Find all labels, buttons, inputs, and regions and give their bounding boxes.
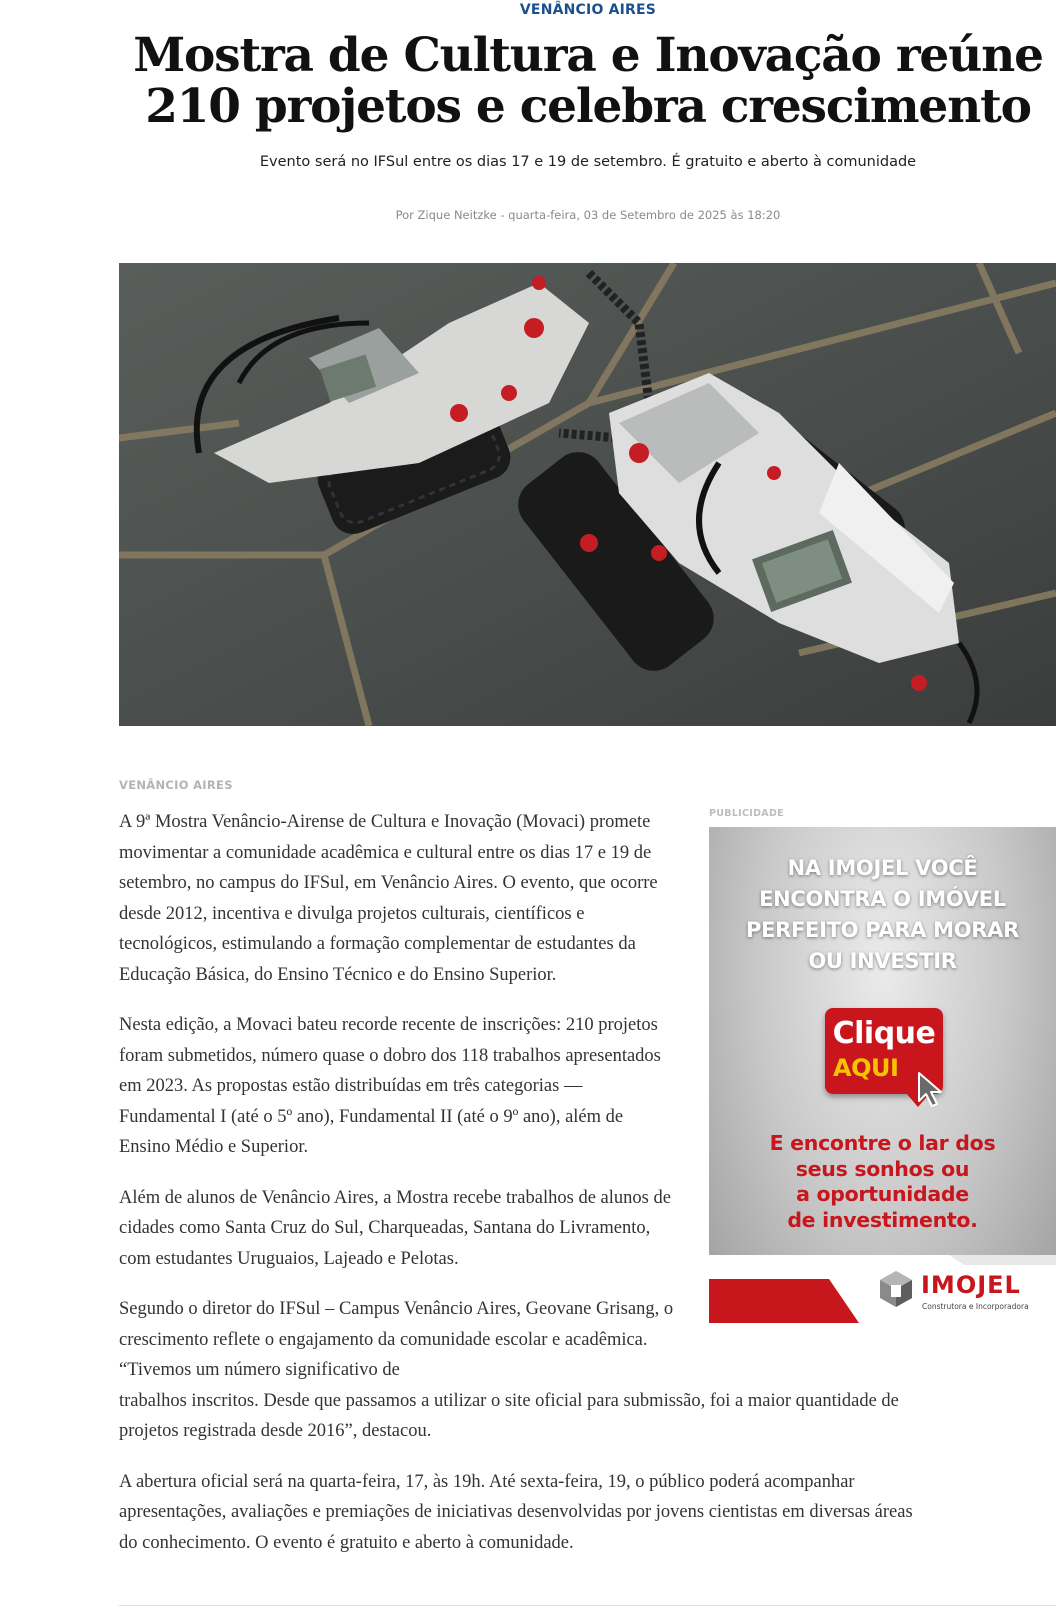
ad-sub-line: seus sonhos ou: [795, 1156, 970, 1181]
robot-photo-illustration: [119, 263, 1056, 726]
ad-brand-subtitle: Construtora e Incorporadora: [922, 1302, 1029, 1311]
article-paragraph: trabalhos inscritos. Desde que passamos a utilizar o site oficial para submissão, foi a maior quantidade de projetos registrada desde 2016”, destacou.: [119, 1390, 899, 1441]
ad-brand-name: IMOJEL: [921, 1271, 1021, 1299]
ad-cta-line1: Clique: [832, 1016, 936, 1051]
article-byline: Por Zique Neitzke - quarta-feira, 03 de Setembro de 2025 às 18:20: [395, 208, 781, 222]
hero-image: [119, 263, 1056, 726]
imojel-logo-icon: [877, 1269, 915, 1309]
ad-headline-line: NA IMOJEL VOCÊ: [787, 856, 978, 880]
ad-headline: [709, 853, 1056, 977]
advertising-label: PUBLICIDADE: [709, 808, 784, 819]
ad-cta-line2: AQUI: [833, 1054, 899, 1082]
article-subtitle: Evento será no IFSul entre os dias 17 e 19 de setembro. É gratuito e aberto à comunidade: [259, 154, 917, 170]
article-end-divider: [119, 1605, 1056, 1606]
article-paragraph: Além de alunos de Venâncio Aires, a Mostra recebe trabalhos de alunos de cidades como Santa Cruz do Sul, Charqueadas, Santana do Livramento, com estudantes Uruguaios, Lajeado e Pelotas.: [119, 1187, 671, 1269]
ad-sub-line: a oportunidade: [796, 1182, 969, 1206]
section-kicker-link[interactable]: VENÂNCIO AIRES: [519, 2, 657, 18]
article-section-tag: VENÂNCIO AIRES: [119, 778, 233, 792]
ad-headline-line: ENCONTRA O IMÓVEL: [759, 887, 1006, 911]
article-headline: Mostra de Cultura e Inovação reúne 210 projetos e celebra crescimento: [133, 28, 1043, 134]
ad-sub-line: E encontre o lar dos: [769, 1131, 996, 1155]
ad-headline-line: PERFEITO PARA MORAR: [746, 918, 1019, 942]
ad-headline-line: OU INVESTIR: [808, 949, 957, 973]
ad-sub-line: de investimento.: [787, 1207, 978, 1232]
mouse-cursor-icon: [915, 1071, 949, 1109]
article-paragraph: Nesta edição, a Movaci bateu recorde recente de inscrições: 210 projetos foram submetidos, número quase o dobro dos 118 trabalhos apresentados em 2023. As propostas estão distribuídas em três categorias — Fundamental I (até o 5º ano), Fundamental II (até o 9º ano), além de Ensino Médio e Superior.: [119, 1015, 661, 1157]
article-paragraph: Segundo o diretor do IFSul – Campus Venâncio Aires, Geovane Grisang, o crescimento reflete o engajamento da comunidade escolar e acadêmica. “Tivemos um número significativo de: [119, 1299, 674, 1380]
imojel-ad-banner[interactable]: [709, 827, 1056, 1323]
article-paragraph: A abertura oficial será na quarta-feira, 17, às 19h. Até sexta-feira, 19, o público poderá acompanhar apresentações, avaliações e premiações de iniciativas desenvolvidas por jovens cientistas em diversas áreas do conhecimento. O evento é gratuito e aberto à comunidade.: [119, 1471, 913, 1553]
ad-subheadline: [709, 1131, 1056, 1233]
article-paragraph: A 9ª Mostra Venâncio-Airense de Cultura e Inovação (Movaci) promete movimentar a comunidade acadêmica e cultural entre os dias 17 e 19 de setembro, no campus do IFSul, em Venâncio Aires. O evento, que ocorre desde 2012, incentiva e divulga projetos culturais, científicos e tecnológicos, estimulando a formação complementar de estudantes da Educação Básica, do Ensino Técnico e do Ensino Superior.: [119, 812, 658, 985]
